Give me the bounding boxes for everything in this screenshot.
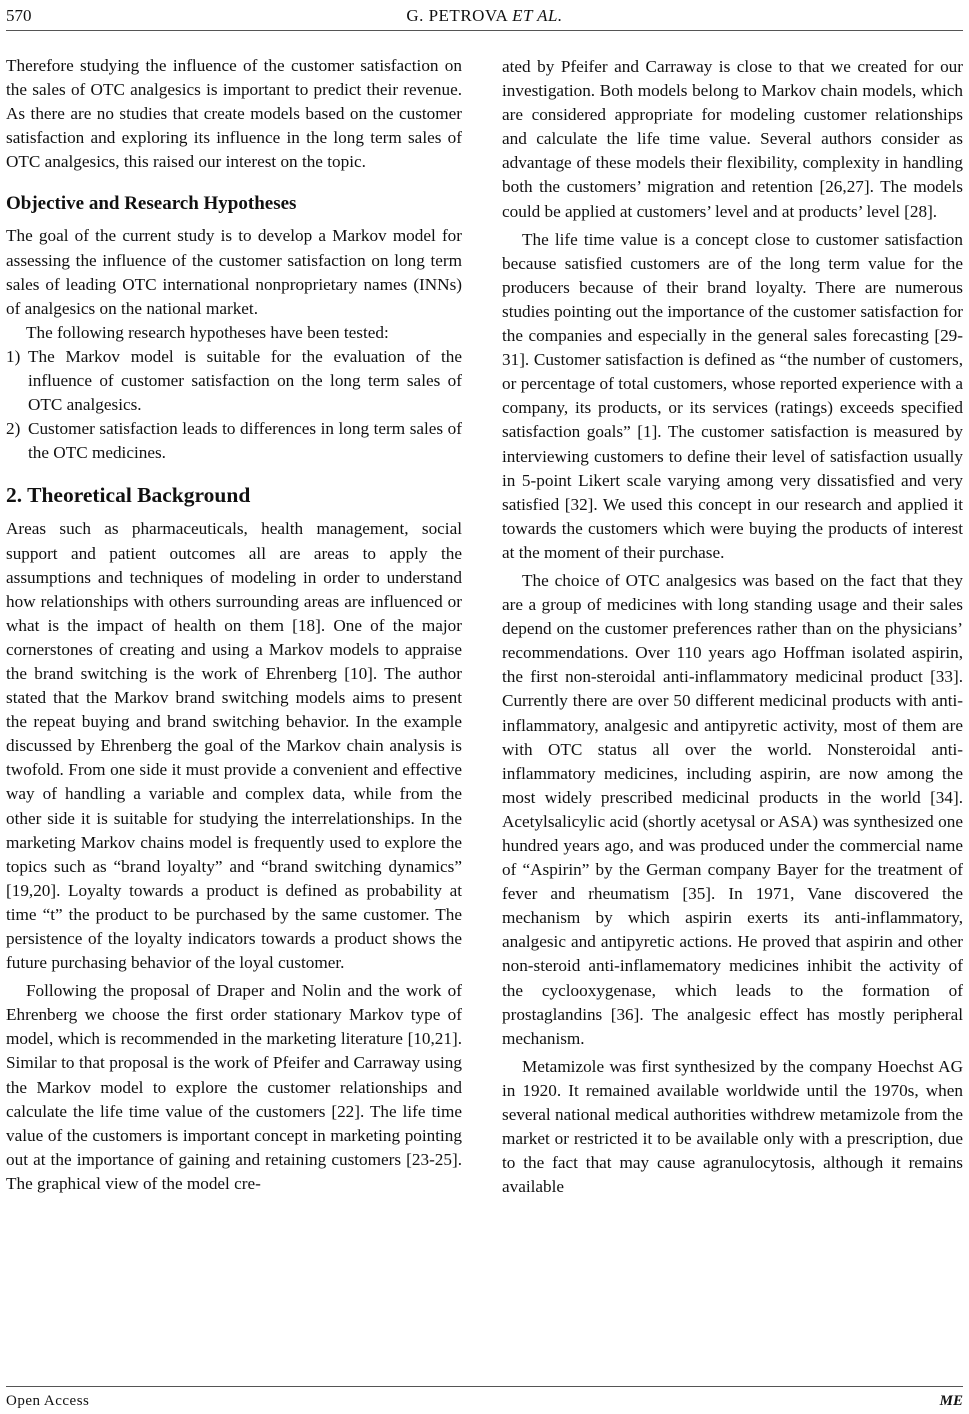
header-rule	[6, 30, 963, 31]
hypothesis-item	[6, 345, 462, 417]
background-paragraph-2: Following the proposal of Draper and Nolin and the work of Ehrenberg we choose the first order stationary Markov type of model, which is recommended in the marketing literature [10,21]. Similar to that proposal is the work of Pfeifer and Carraway using the Markov model to explore the customer relationships and calculate the life time value of the customers [22]. The life time value of the customers is important concept in marketing pointing out at the importance of gaining and retaining customers [23-25]. The graphical view of the model cre-	[6, 981, 462, 1193]
hypothesis-item	[6, 417, 462, 465]
right-paragraph-3: The choice of OTC analgesics was based on the fact that they are a group of medicines with long standing usage and their sales depend on the customer preferences rather than on the physicians’ recommendations. Over 110 years ago Hoffman isolated aspirin, the first non-steroidal anti-inflammatory medicinal product [33]. Currently there are over 50 different medicinal products with anti-inflammatory, analgesic and antipyretic activity, most of them are with OTC status all over the world. Nonsteroidal anti-inflammatory medicines, including aspirin, are now among the most widely prescribed medicinal products in the world [34]. Acetylsalicylic acid (shortly acetysal or ASA) was synthesized one hundred years ago, and was produced under the commercial name of “Aspirin” by the German company Bayer for the treatment of fever and rheumatism [35]. In 1971, Vane discovered the mechanism by which aspirin exerts its anti-inflammatory, analgesic and antipyretic actions. He proved that aspirin and other non-steroid anti-inflamematory medicines inhibit the activity of the cyclooxygenase, which leads to the formation of prostaglandins [36]. The analgesic effect has mostly peripheral mechanism.	[502, 570, 963, 1048]
background-paragraph-1: Areas such as pharmaceuticals, health management, social support and patient outcomes all are areas to apply the assumptions and techniques of modeling in order to understand how relationships with others surrounding areas are influenced or what is the impact of health on them [18]. One of the major cornerstones of creating and using a Markov models to appraise the brand switching is the work of Ehrenberg [10]. The author stated that the Markov brand switching models aims to present the repeat buying and brand switching behavior. In the example discussed by Ehrenberg the goal of the Markov chain analysis is twofold. From one side it must provide a convenient and effective way of handling a variable and complex data, while from the other side it is suitable for studying the interrelationships. In the marketing Markov chains model is frequently used to explore the topics such as “brand loyalty” and “brand switching dynamics” [19,20]. Loyalty towards a product is defined as probability at time “t” the product to be purchased by the same customer. The persistence of the loyalty indicators towards a product shows the future purchasing behavior of the loyal customer.	[6, 519, 462, 973]
et-al: ET AL.	[512, 6, 563, 25]
running-header-authors	[6, 6, 963, 26]
left-column	[6, 54, 462, 1196]
hypotheses-intro: The following research hypotheses have been tested:	[26, 322, 389, 342]
intro-paragraph: Therefore studying the influence of the customer satisfaction on the sales of OTC analgesics is important to predict their revenue. As there are no studies that create models based on the customer satisfaction and exploring its influence in the long term sales of OTC analgesics, this raised our interest on the topic.	[6, 56, 462, 172]
journal-abbrev: ME	[939, 1393, 963, 1409]
hypothesis-text: The Markov model is suitable for the evaluation of the influence of customer satisfaction on the long term sales of OTC analgesics.	[28, 346, 462, 415]
hypothesis-text: Customer satisfaction leads to differences in long term sales of the OTC medicines.	[28, 419, 462, 463]
objective-heading: Objective and Research Hypotheses	[6, 193, 297, 215]
page-number: 570	[6, 6, 32, 25]
right-paragraph-2: The life time value is a concept close to customer satisfaction because satisfied customers are of the long term value for the producers because of their brand loyalty. There are numerous studies pointing out the importance of the customer satisfaction for the companies and especially in the general sales forecasting [29-31]. Customer satisfaction is defined as “the number of customers, or percentage of total customers, whose reported experience with a company, its products, or its services (ratings) exceeds specified satisfaction goals” [1]. The customer satisfaction is measured by interviewing customers to define their level of satisfaction usually in 5-point Likert scale varying among very dissatisfied and very satisfied [32]. We used this concept in our research and applied it towards the customers which were buying the products of interest at the moment of their purchase.	[502, 229, 963, 562]
page-footer	[6, 1386, 963, 1413]
hypothesis-number: 1)	[6, 346, 21, 366]
right-paragraph-1: ated by Pfeifer and Carraway is close to that we created for our investigation. Both models belong to Markov chain models, which are considered appropriate for modeling customer relationships and calculate the life time value. Several authors consider as advantage of these models their flexibility, complexity in handling both the customers’ migration and retention [26,27]. The models could be applied at customers’ level and at products’ level [28].	[502, 57, 963, 221]
right-column	[502, 55, 963, 1199]
section-heading: 2. Theoretical Background	[6, 483, 251, 508]
hypothesis-number: 2)	[6, 419, 21, 439]
objective-paragraph: The goal of the current study is to develop a Markov model for assessing the influence of the customer satisfaction on long term sales of leading OTC international nonproprietary names (INNs) of analgesics on the national market.	[6, 226, 462, 318]
hypotheses-list	[6, 345, 462, 465]
running-header	[6, 6, 963, 30]
author-name: G. PETROVA	[406, 6, 508, 25]
open-access-label: Open Access	[6, 1393, 90, 1409]
right-paragraph-4: Metamizole was first synthesized by the company Hoechst AG in 1920. It remained available worldwide until the 1970s, when several national medical authorities withdrew metamizole from the market or restricted it to be available only with a prescription, due to the fact that may cause agranulocytosis, although it remains available	[502, 1056, 963, 1197]
